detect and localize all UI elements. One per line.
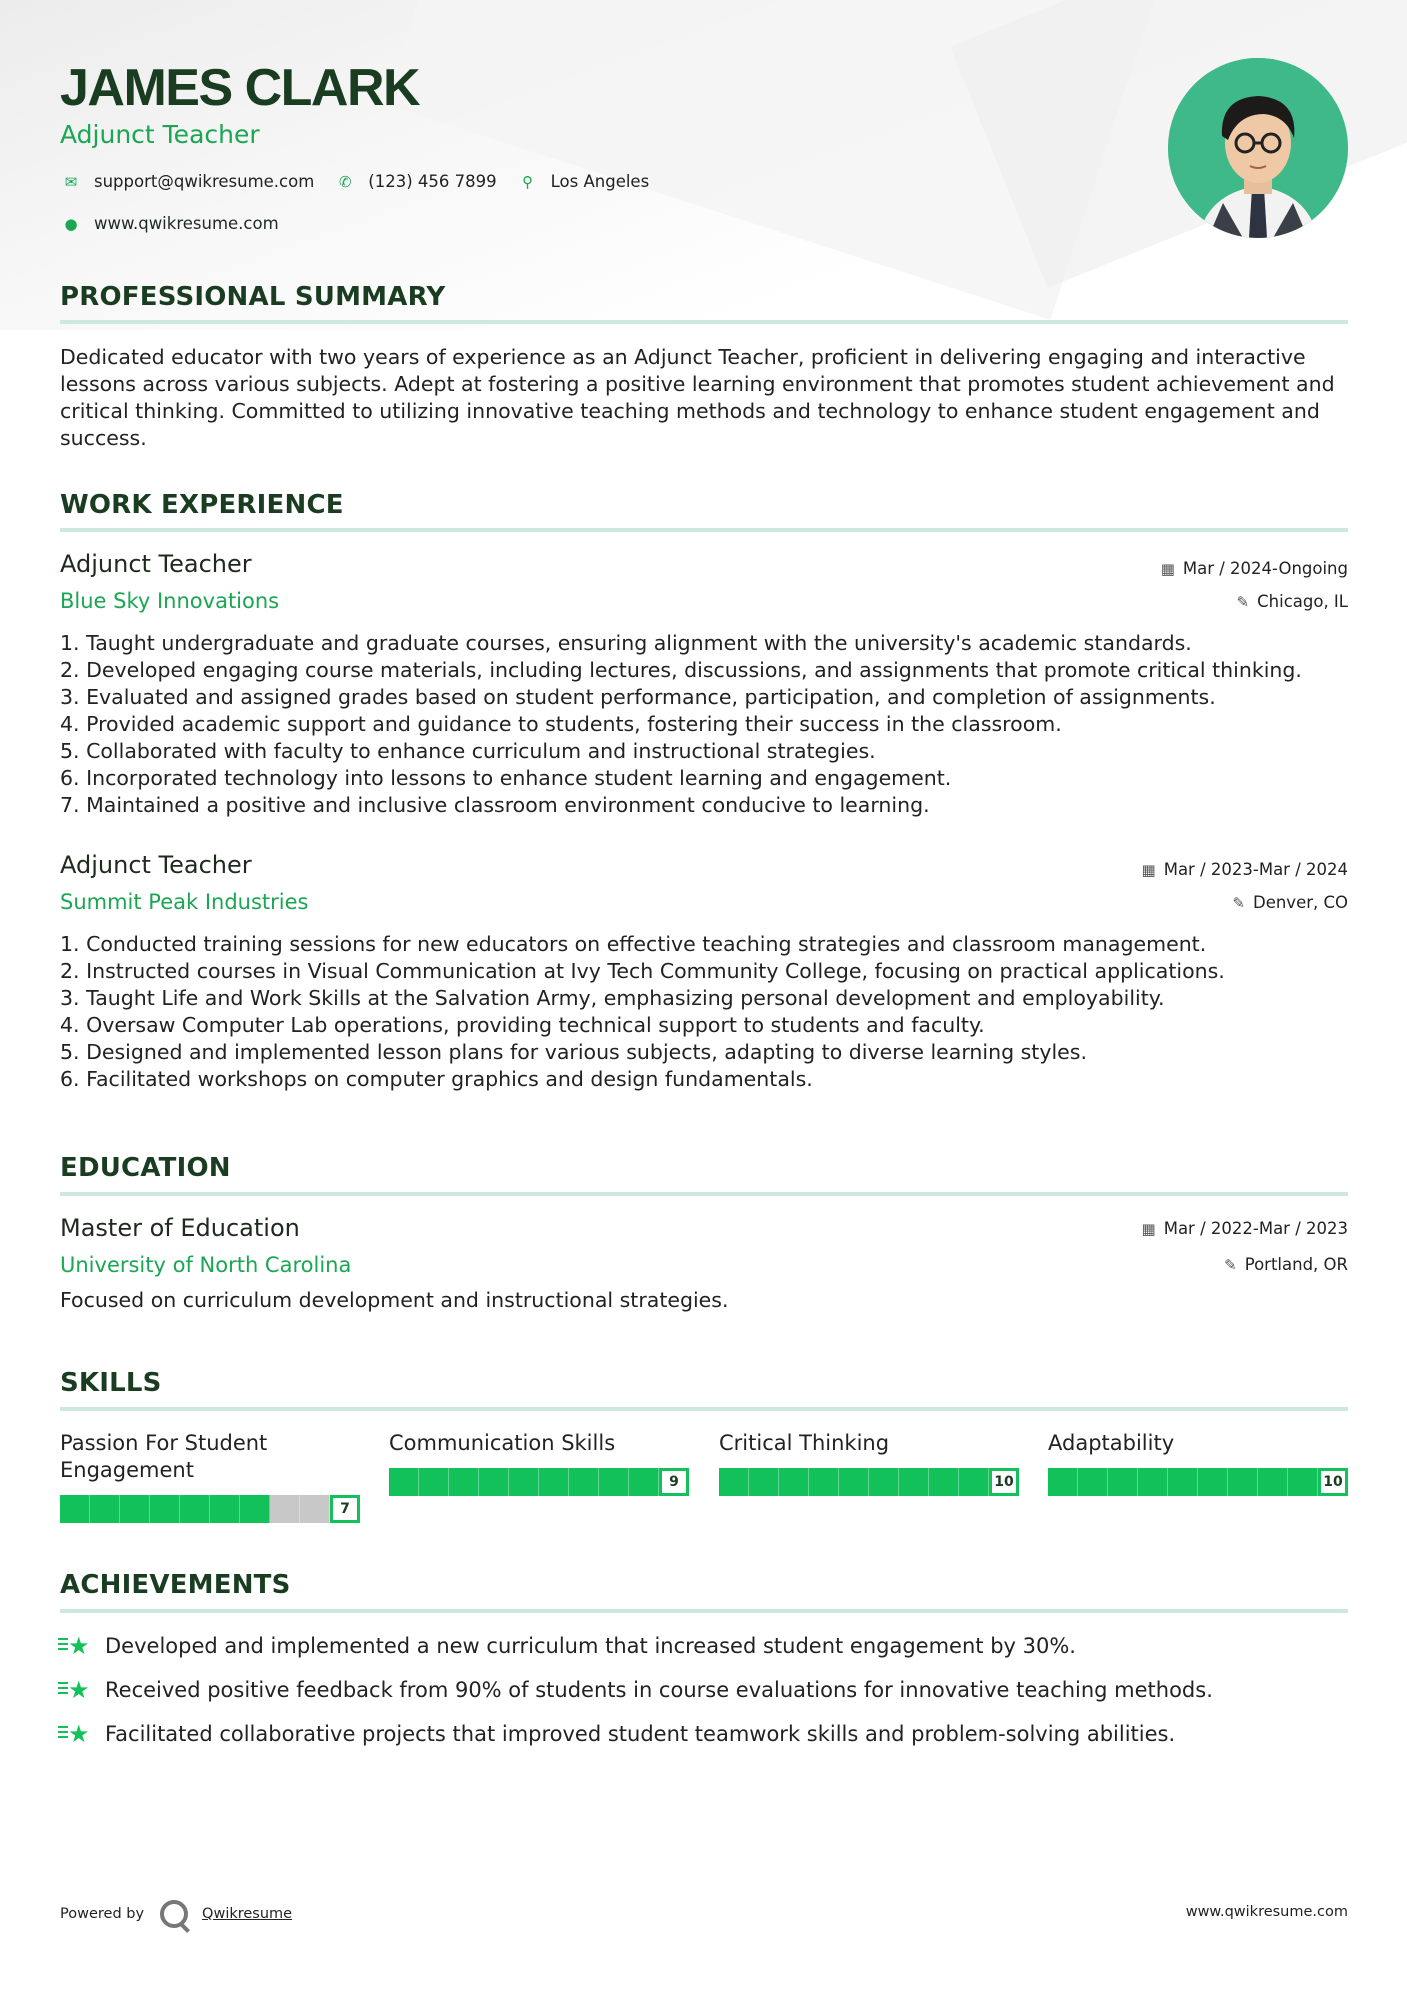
section-divider: [60, 1609, 1348, 1613]
job-location: [1232, 893, 1348, 912]
achievement-text: Received positive feedback from 90% of students in course evaluations for innovative teaching methods.: [105, 1678, 1213, 1702]
list-item: 4. Oversaw Computer Lab operations, providing technical support to students and faculty.: [60, 1013, 985, 1037]
skill-segment: [719, 1468, 749, 1496]
skill-segment: [1198, 1468, 1228, 1496]
contact-website[interactable]: [60, 214, 279, 233]
job-location: [1237, 592, 1348, 611]
skill-segment: [120, 1495, 150, 1523]
list-item: 6. Facilitated workshops on computer graphics and design fundamentals.: [60, 1067, 813, 1091]
section-divider: [60, 528, 1348, 532]
avatar-illustration: [1168, 58, 1348, 238]
skill-segment: [180, 1495, 210, 1523]
skills-heading: SKILLS: [60, 1368, 162, 1398]
calendar-icon: ▦: [1141, 860, 1156, 879]
list-item: 6. Incorporated technology into lessons to enhance student learning and engagement.: [60, 766, 952, 790]
job-company: Summit Peak Industries: [60, 890, 309, 914]
skill-segment: [60, 1495, 90, 1523]
achievement-text: Facilitated collaborative projects that improved student teamwork skills and problem-solving abilities.: [105, 1722, 1176, 1746]
email-text: support@qwikresume.com: [94, 172, 315, 191]
candidate-title: Adjunct Teacher: [60, 120, 260, 149]
skill-rating-bar: [1048, 1468, 1348, 1496]
brand-link[interactable]: Qwikresume: [202, 1906, 293, 1922]
education-description: Focused on curriculum development and instructional strategies.: [60, 1288, 729, 1312]
star-icon: ★: [60, 1632, 94, 1660]
list-item: 1. Conducted training sessions for new educators on effective teaching strategies and classroom management.: [60, 932, 1207, 956]
skill-segment: [809, 1468, 839, 1496]
skill-segment: [509, 1468, 539, 1496]
summary-text: Dedicated educator with two years of experience as an Adjunct Teacher, proficient in delivering engaging and interactive lessons across various subjects. Adept at fostering a positive learning environment that promotes student achievement and critical thinking. Committed to utilizing innovative teaching methods and technology to enhance student engagement and success.: [60, 345, 1335, 450]
list-item: 7. Maintained a positive and inclusive classroom environment conducive to learning.: [60, 793, 930, 817]
achievement-item: [60, 1720, 1175, 1748]
phone-icon: ✆: [339, 172, 352, 191]
footer-url[interactable]: www.qwikresume.com: [1185, 1904, 1348, 1920]
list-item: 3. Taught Life and Work Skills at the Salvation Army, emphasizing personal development and employability.: [60, 986, 1165, 1010]
skill-name: Passion For Student Engagement: [60, 1431, 268, 1482]
job-duties-list: [60, 630, 1348, 819]
skill-segment: [1168, 1468, 1198, 1496]
skill-segment: [210, 1495, 240, 1523]
education-dates: [1142, 1219, 1348, 1238]
job-company: Blue Sky Innovations: [60, 589, 280, 613]
skill-segment: [449, 1468, 479, 1496]
list-item: 5. Designed and implemented lesson plans for various subjects, adapting to diverse learning styles.: [60, 1040, 1087, 1064]
job-location-text: Chicago, IL: [1257, 592, 1348, 611]
skill-segment: [839, 1468, 869, 1496]
footer: [60, 1900, 1348, 1928]
pushpin-icon: ✎: [1236, 592, 1250, 611]
experience-heading: WORK EXPERIENCE: [60, 490, 344, 520]
skill-segment: [929, 1468, 959, 1496]
skill-segment: [1108, 1468, 1138, 1496]
contact-row: [60, 172, 669, 191]
candidate-name: JAMES CLARK: [60, 59, 420, 117]
skill-rating-bar: [719, 1468, 1019, 1496]
contact-location: [517, 172, 650, 191]
section-divider: [60, 1407, 1348, 1411]
skill-segment: [300, 1495, 330, 1523]
qwikresume-logo-icon: [160, 1900, 188, 1928]
skill-segment: [1228, 1468, 1258, 1496]
skill-segment: [150, 1495, 180, 1523]
job-dates: [1142, 860, 1348, 879]
school-name: University of North Carolina: [60, 1253, 352, 1277]
skill-item: [719, 1430, 1019, 1490]
section-divider: [60, 320, 1348, 324]
skill-rating-bar: [60, 1495, 360, 1523]
achievement-text: Developed and implemented a new curriculum that increased student engagement by 30%.: [105, 1634, 1076, 1658]
skill-segment: [270, 1495, 300, 1523]
education-location-text: Portland, OR: [1244, 1255, 1348, 1274]
contact-email[interactable]: [60, 172, 314, 191]
job-dates: [1161, 559, 1348, 578]
website-text: www.qwikresume.com: [94, 214, 279, 233]
powered-by-label: Powered by: [60, 1906, 145, 1922]
skill-item: [1048, 1430, 1348, 1490]
skill-name: Communication Skills: [389, 1431, 616, 1455]
skill-name: Adaptability: [1048, 1431, 1175, 1455]
skill-segment: [389, 1468, 419, 1496]
skill-segment: [240, 1495, 270, 1523]
skill-rating-bar: [389, 1468, 689, 1496]
skill-segment: [539, 1468, 569, 1496]
avatar: [1168, 58, 1348, 238]
skill-segment: [599, 1468, 629, 1496]
job-duties-list: [60, 931, 1348, 1093]
star-icon: ★: [60, 1676, 94, 1704]
contact-phone[interactable]: [334, 172, 496, 191]
location-text: Los Angeles: [550, 172, 650, 191]
skill-segment: [869, 1468, 899, 1496]
list-item: 3. Evaluated and assigned grades based on student performance, participation, and completion of assignments.: [60, 685, 1216, 709]
skill-segment: [479, 1468, 509, 1496]
skill-item: [389, 1430, 689, 1490]
education-dates-text: Mar / 2022-Mar / 2023: [1163, 1219, 1348, 1238]
job-title: Adjunct Teacher: [60, 550, 252, 578]
achievements-heading: ACHIEVEMENTS: [60, 1570, 291, 1600]
degree-title: Master of Education: [60, 1214, 300, 1242]
skill-segment: [1078, 1468, 1108, 1496]
list-item: 1. Taught undergraduate and graduate courses, ensuring alignment with the university's academic standards.: [60, 631, 1192, 655]
section-divider: [60, 1192, 1348, 1196]
skill-score: 9: [659, 1468, 689, 1496]
skill-segment: [629, 1468, 659, 1496]
skill-segment: [899, 1468, 929, 1496]
job-location-text: Denver, CO: [1252, 893, 1348, 912]
skill-segment: [1048, 1468, 1078, 1496]
list-item: 2. Developed engaging course materials, including lectures, discussions, and assignments that promote critical thinking.: [60, 658, 1302, 682]
envelope-icon: ✉: [64, 172, 78, 191]
education-location: [1224, 1255, 1348, 1274]
job-dates-text: Mar / 2024-Ongoing: [1182, 559, 1348, 578]
list-item: 2. Instructed courses in Visual Communication at Ivy Tech Community College, focusing on practical applications.: [60, 959, 1225, 983]
list-item: 4. Provided academic support and guidance to students, fostering their success in the classroom.: [60, 712, 1062, 736]
pushpin-icon: ✎: [1224, 1255, 1237, 1274]
skill-segment: [1258, 1468, 1288, 1496]
achievement-item: [60, 1676, 1213, 1704]
job-dates-text: Mar / 2023-Mar / 2024: [1163, 860, 1348, 879]
skill-segment: [419, 1468, 449, 1496]
skill-score: 10: [989, 1468, 1019, 1496]
calendar-icon: ▦: [1160, 559, 1175, 578]
skill-segment: [90, 1495, 120, 1523]
globe-icon: ●: [64, 214, 78, 233]
calendar-icon: ▦: [1141, 1219, 1156, 1238]
achievement-item: [60, 1632, 1076, 1660]
skill-item: [60, 1430, 360, 1517]
skill-segment: [749, 1468, 779, 1496]
skill-score: 7: [330, 1495, 360, 1523]
list-item: 5. Collaborated with faculty to enhance curriculum and instructional strategies.: [60, 739, 876, 763]
pushpin-icon: ✎: [1232, 893, 1245, 912]
skill-score: 10: [1318, 1468, 1348, 1496]
skill-segment: [1288, 1468, 1318, 1496]
skill-name: Critical Thinking: [719, 1431, 890, 1455]
skill-segment: [569, 1468, 599, 1496]
skill-segment: [959, 1468, 989, 1496]
skill-segment: [779, 1468, 809, 1496]
map-pin-icon: ⚲: [522, 172, 534, 191]
education-heading: EDUCATION: [60, 1153, 231, 1183]
summary-heading: PROFESSIONAL SUMMARY: [60, 282, 446, 312]
skill-segment: [1138, 1468, 1168, 1496]
job-title: Adjunct Teacher: [60, 851, 252, 879]
phone-text: (123) 456 7899: [368, 172, 497, 191]
star-icon: ★: [60, 1720, 94, 1748]
